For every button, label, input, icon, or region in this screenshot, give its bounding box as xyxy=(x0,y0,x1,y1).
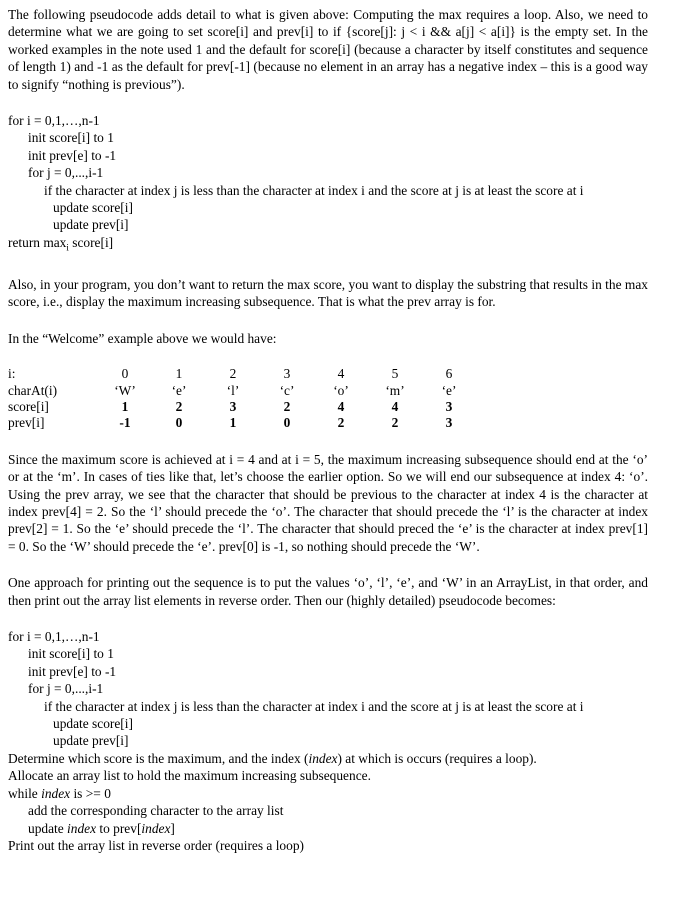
trace-cell: 3 xyxy=(445,415,453,431)
code-line: if the character at index j is less than the character at index i and the score at j is at least the score at i xyxy=(44,698,584,714)
code-line: Print out the array list in reverse order (requires a loop) xyxy=(8,837,304,853)
trace-row-char xyxy=(8,383,476,399)
trace-cell: 5 xyxy=(391,366,399,382)
trace-cell: ‘e’ xyxy=(441,382,457,398)
trace-cell: 1 xyxy=(229,415,237,431)
while-text: while xyxy=(8,785,42,801)
update-text-mid: to prev[ xyxy=(96,820,142,836)
trace-cell: 2 xyxy=(229,366,237,382)
index-var: index xyxy=(67,820,97,836)
spacer xyxy=(8,93,648,112)
code-line: for i = 0,1,…,n-1 xyxy=(8,113,100,129)
document-page xyxy=(8,6,648,854)
spacer xyxy=(8,609,648,628)
trace-label: i: xyxy=(8,366,16,382)
trace-cell: 6 xyxy=(445,366,453,382)
trace-cell: 3 xyxy=(229,398,237,414)
code-line: init score[i] to 1 xyxy=(28,130,114,146)
trace-cell: 0 xyxy=(121,366,129,382)
trace-cell: 2 xyxy=(337,415,345,431)
trace-cell: 4 xyxy=(337,366,345,382)
spacer xyxy=(8,432,648,451)
also-paragraph: Also, in your program, you don’t want to return the max score, you want to display the substring that results in the max score, i.e., display the maximum increasing subsequence. That is what the prev array is for. xyxy=(8,276,648,310)
code-line: update score[i] xyxy=(53,716,133,732)
trace-cell: 4 xyxy=(337,398,345,414)
trace-cell: 1 xyxy=(121,398,129,414)
trace-label: score[i] xyxy=(8,398,49,414)
trace-cell: -1 xyxy=(119,415,131,431)
pseudocode-block-2 xyxy=(8,628,648,854)
pseudocode-block-1 xyxy=(8,112,648,257)
code-line-return xyxy=(8,234,648,257)
trace-cell: 2 xyxy=(175,398,183,414)
trace-row-score xyxy=(8,399,476,415)
code-line: init score[i] to 1 xyxy=(28,646,114,662)
code-line: update score[i] xyxy=(53,200,133,216)
since-paragraph: Since the maximum score is achieved at i = 4 and at i = 5, the maximum increasing subsequence should end at the ‘o’ or at the ‘m’. In cases of ties like that, let’s choose the earlier option. So we will end our subsequence at index 4: ‘o’. Using the prev array, we see that the character that should be previous to the character at index 4 is the character at index prev[4] = 2. So the ‘l’ should precede the ‘o’. The character that should precede the ‘l’ is the character at index prev[2] = 1. So the ‘e’ should precede the ‘l’. The character that should preced the ‘e’ is the character at index prev[1] = 0. So the ‘W’ should precede the ‘e’. prev[0] is -1, so nothing should precede the ‘W’. xyxy=(8,451,648,554)
index-var: index xyxy=(41,785,71,801)
trace-cell: 3 xyxy=(445,398,453,414)
trace-cell: 0 xyxy=(283,415,291,431)
trace-cell: ‘c’ xyxy=(279,382,295,398)
code-line: update prev[i] xyxy=(53,217,129,233)
trace-cell: 2 xyxy=(391,415,399,431)
code-line: for i = 0,1,…,n-1 xyxy=(8,629,100,645)
trace-cell: ‘o’ xyxy=(333,382,349,398)
return-text: return max xyxy=(8,234,67,250)
code-line-update-index xyxy=(8,820,648,837)
trace-cell: ‘W’ xyxy=(114,382,136,398)
code-line: for j = 0,...,i-1 xyxy=(28,165,104,181)
trace-cell: ‘e’ xyxy=(171,382,187,398)
trace-cell: 2 xyxy=(283,398,291,414)
return-text-tail: score[i] xyxy=(68,234,114,250)
trace-cell: 1 xyxy=(175,366,183,382)
index-var: index xyxy=(308,750,338,766)
spacer xyxy=(8,257,648,276)
trace-cell: ‘m’ xyxy=(385,382,405,398)
code-line: if the character at index j is less than the character at index i and the score at j is at least the score at i xyxy=(44,182,584,198)
trace-label: charAt(i) xyxy=(8,382,58,398)
trace-row-prev xyxy=(8,415,476,431)
trace-cell: 4 xyxy=(391,398,399,414)
code-line: add the corresponding character to the array list xyxy=(28,803,284,819)
spacer xyxy=(8,347,648,366)
trace-cell: 3 xyxy=(283,366,291,382)
code-line: init prev[e] to -1 xyxy=(28,147,117,163)
update-text-tail: ] xyxy=(170,820,175,836)
trace-cell: ‘l’ xyxy=(226,382,240,398)
approach-paragraph: One approach for printing out the sequence is to put the values ‘o’, ‘l’, ‘e’, and ‘W’ in an ArrayList, in that order, and then print out the array list elements in reverse order. Then our (highly detailed) pseudocode becomes: xyxy=(8,575,648,608)
trace-cell: 0 xyxy=(175,415,183,431)
code-line: update prev[i] xyxy=(53,733,129,749)
code-line-determine xyxy=(8,750,648,767)
code-line: for j = 0,...,i-1 xyxy=(28,681,104,697)
spacer xyxy=(8,555,648,574)
trace-label: prev[i] xyxy=(8,415,45,431)
welcome-paragraph: In the “Welcome” example above we would have: xyxy=(8,330,277,346)
spacer xyxy=(8,311,648,330)
intro-paragraph: The following pseudocode adds detail to what is given above: Computing the max requires a loop. Also, we need to determine what we are going to set score[i] and prev[i] to if {score[j]: j < i && a[j] < a[i]} is the empty set. In the worked examples in the note used 1 and the default for score[i] (because a character by itself constitutes and sequence of length 1) and -1 as the default for prev[-1] (because no element in an array has a negative index – this is a good way to signify “nothing is previous”). xyxy=(8,7,648,92)
determine-text: Determine which score is the maximum, and the index ( xyxy=(8,750,309,766)
code-line-while xyxy=(8,785,648,802)
while-text-tail: is >= 0 xyxy=(70,785,111,801)
index-var: index xyxy=(141,820,171,836)
return-subscript: i xyxy=(66,242,69,253)
code-line: init prev[e] to -1 xyxy=(28,663,117,679)
update-text: update xyxy=(28,820,68,836)
trace-row-i xyxy=(8,366,476,382)
determine-text-tail: ) at which is occurs (requires a loop). xyxy=(337,750,537,766)
trace-table xyxy=(8,366,476,432)
code-line: Allocate an array list to hold the maximum increasing subsequence. xyxy=(8,768,371,784)
